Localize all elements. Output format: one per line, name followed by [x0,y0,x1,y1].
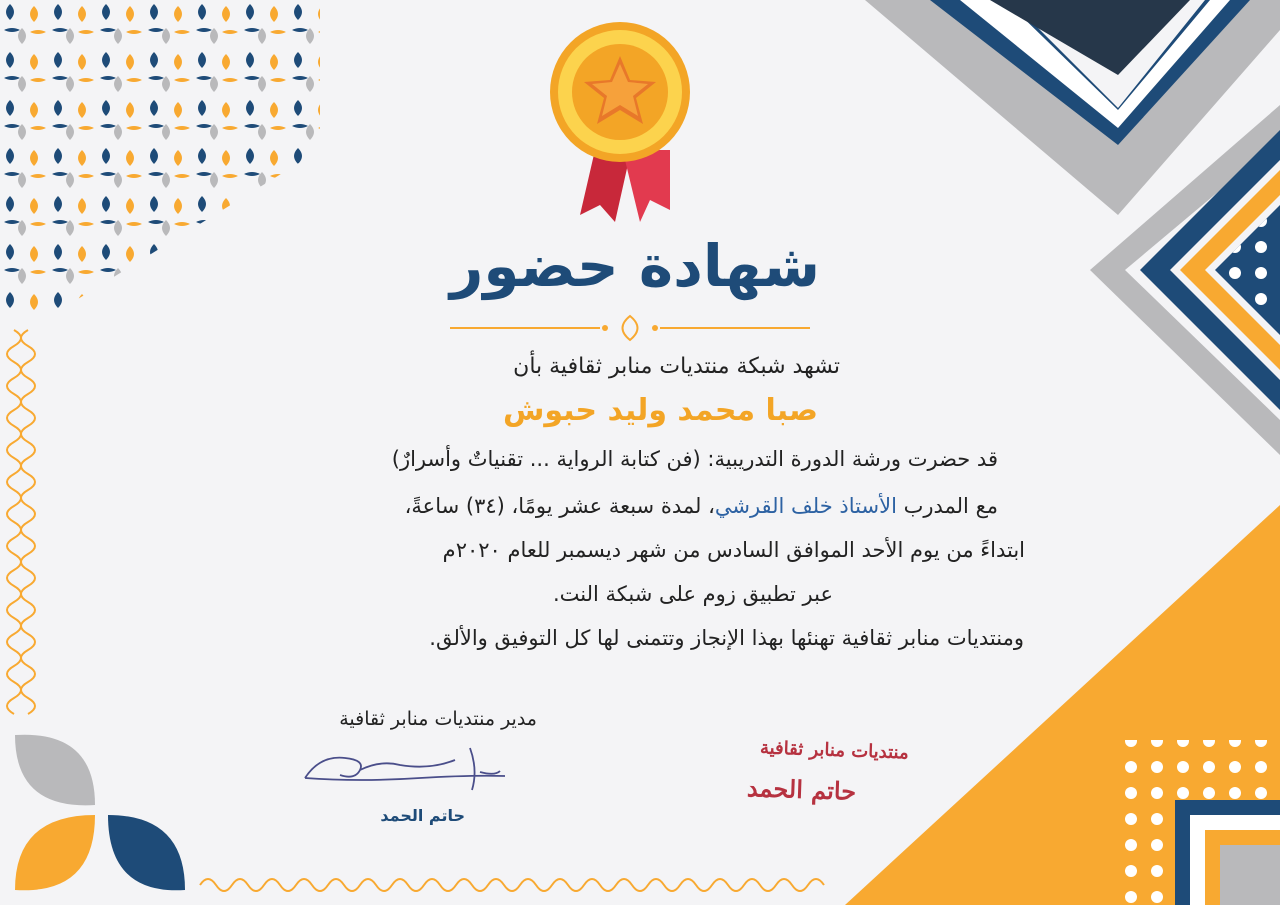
stamp-name: حاتم الحمد [746,773,857,806]
orange-triangle-bottom-right [845,505,1280,905]
attest-line: تشهد شبكة منتديات منابر ثقافية بأن [513,354,840,379]
course-line: قد حضرت ورشة الدورة التدريبية: (فن كتابة الرواية ... تقنياتٌ وأسرارٌ) [391,447,998,471]
date-line: ابتداءً من يوم الأحد الموافق السادس من شهر ديسمبر للعام ٢٠٢٠م [442,538,1025,562]
petals-bottom-left [15,735,185,891]
left-border-ornament [7,330,35,714]
congratulation-line: ومنتديات منابر ثقافية تهنئها بهذا الإنجاز وتتمنى لها كل التوفيق والألق. [429,626,1024,650]
trainer-line-suffix: ، لمدة سبعة عشر يومًا، (٣٤) ساعةً، [404,494,715,518]
certificate-title: شهادة حضور [449,232,820,300]
bottom-border-ornament [200,879,824,891]
recipient-name: صبا محمد وليد حبوش [502,393,818,428]
medal-icon [550,22,690,222]
leaf-pattern-top-left [0,0,320,310]
trainer-line [405,494,998,518]
trainer-name: الأستاذ خلف القرشي [714,494,897,518]
signatory-title: مدير منتديات منابر ثقافية [339,708,537,730]
signatory-name: حاتم الحمد [380,806,465,825]
trainer-line-prefix: مع المدرب [896,494,998,518]
platform-line: عبر تطبيق زوم على شبكة النت. [552,582,833,606]
title-divider [450,316,810,340]
stamp-org: منتديات منابر ثقافية [759,737,910,764]
signature-scribble [305,748,505,790]
